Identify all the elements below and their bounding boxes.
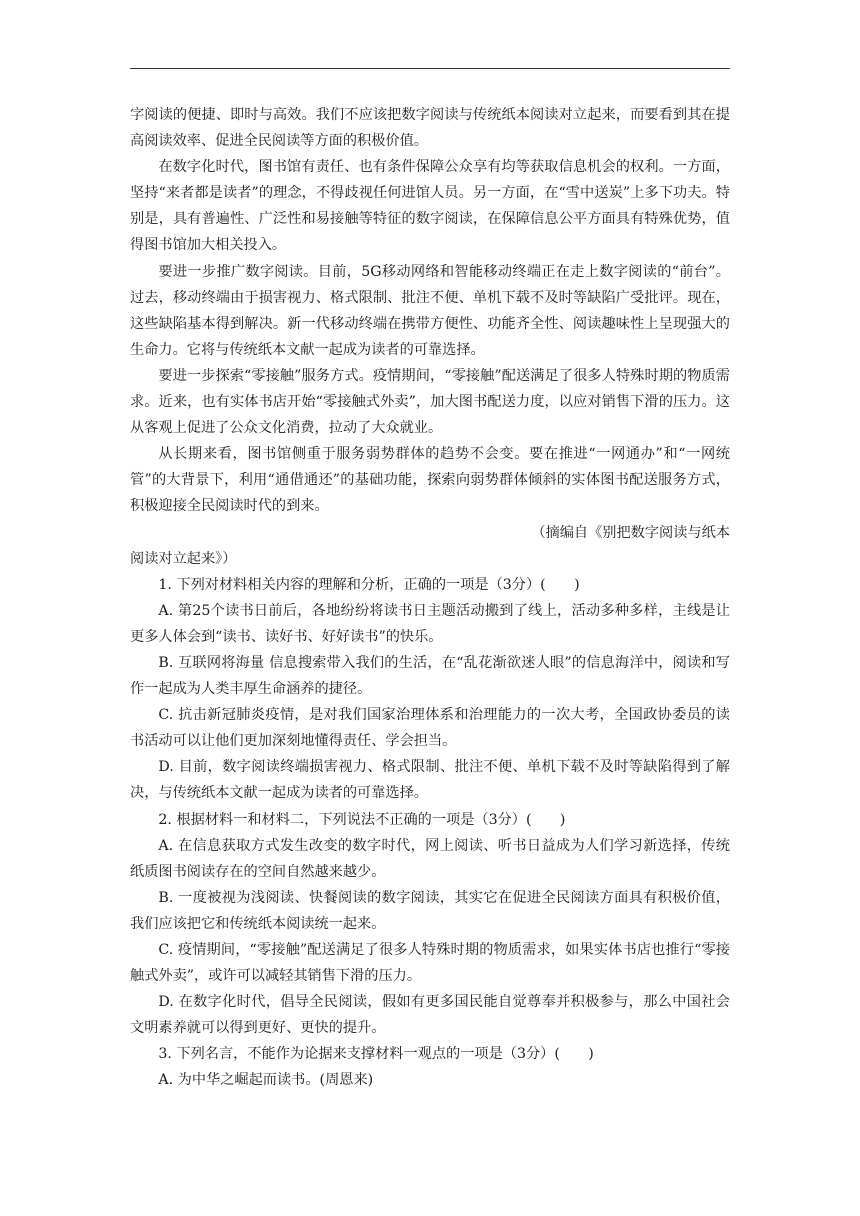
question-2-option-a: A. 在信息获取方式发生改变的数字时代，网上阅读、听书日益成为人们学习新选择，传统纸质图书阅读存在的空间自然越来越少。 xyxy=(130,837,730,880)
header-rule xyxy=(130,68,730,69)
question-3-stem: 3. 下列名言，不能作为论据来支撑材料一观点的一项是（3分）( ) xyxy=(158,1046,594,1063)
source-citation: （摘编自《别把数字阅读与纸本 xyxy=(531,524,730,541)
passage-paragraph: 要进一步推广数字阅读。目前，5G移动网络和智能移动终端正在走上数字阅读的“前台”。过去，移动终端由于损害视力、格式限制、批注不便、单机下载不及时等缺陷广受批评。现在，这些缺陷基本得到解决。新一代移动终端在携带方便性、功能齐全性、阅读趣味性上呈现强大的生命力。它将与传统纸本文献一起成为读者的可靠选择。 xyxy=(130,263,730,358)
passage-paragraph: 从长期来看，图书馆侧重于服务弱势群体的趋势不会变。要在推进“一网通办”和“一网统管”的大背景下，利用“通借通还”的基础功能，探索向弱势群体倾斜的实体图书配送服务方式，积极迎接全民阅读时代的到来。 xyxy=(130,446,730,515)
question-3-option-a: A. 为中华之崛起而读书。(周恩来) xyxy=(158,1072,374,1089)
question-2-option-b: B. 一度被视为浅阅读、快餐阅读的数字阅读，其实它在促进全民阅读方面具有积极价值，我们应该把它和传统纸本阅读统一起来。 xyxy=(130,889,730,932)
passage-paragraph: 字阅读的便捷、即时与高效。我们不应该把数字阅读与传统纸本阅读对立起来，而要看到其在提高阅读效率、促进全民阅读等方面的积极价值。 xyxy=(130,107,730,150)
question-1-option-c: C. 抗击新冠肺炎疫情，是对我们国家治理体系和治理能力的一次大考，全国政协委员的读书活动可以让他们更加深刻地懂得责任、学会担当。 xyxy=(130,707,730,750)
question-1-stem: 1. 下列对材料相关内容的理解和分析，正确的一项是（3分）( ) xyxy=(158,576,580,593)
source-citation-continued: 阅读对立起来》） xyxy=(130,550,237,567)
question-1-option-b: B. 互联网将海量 信息搜索带入我们的生活，在“乱花渐欲迷人眼”的信息海洋中，阅读和写作一起成为人类丰厚生命涵养的捷径。 xyxy=(130,654,730,698)
question-2-option-c: C. 疫情期间，“零接触”配送满足了很多人特殊时期的物质需求，如果实体书店也推行“零接触式外卖”，或许可以减轻其销售下滑的压力。 xyxy=(130,942,730,985)
document-body xyxy=(130,102,730,1094)
question-2-option-d: D. 在数字化时代，倡导全民阅读，假如有更多国民能自觉尊奉并积极参与，那么中国社会文明素养就可以得到更好、更快的提升。 xyxy=(130,994,730,1037)
question-1-option-d: D. 目前，数字阅读终端损害视力、格式限制、批注不便、单机下载不及时等缺陷得到了解决，与传统纸本文献一起成为读者的可靠选择。 xyxy=(130,759,730,802)
question-1-option-a: A. 第25个读书日前后，各地纷纷将读书日主题活动搬到了线上，活动多种多样，主线是让更多人体会到“读书、读好书、好好读书”的快乐。 xyxy=(130,602,730,645)
passage-paragraph: 在数字化时代，图书馆有责任、也有条件保障公众享有均等获取信息机会的权利。一方面，坚持“来者都是读者”的理念，不得歧视任何进馆人员。另一方面，在“雪中送炭”上多下功夫。特别是，具有普遍性、广泛性和易接触等特征的数字阅读，在保障信息公平方面具有特殊优势，值得图书馆加大相关投入。 xyxy=(130,159,730,254)
passage-paragraph: 要进一步探索“零接触”服务方式。疫情期间，“零接触”配送满足了很多人特殊时期的物质需求。近来，也有实体书店开始“零接触式外卖”，加大图书配送力度，以应对销售下滑的压力。这从客观上促进了公众文化消费，拉动了大众就业。 xyxy=(130,367,730,437)
question-2-stem: 2. 根据材料一和材料二，下列说法不正确的一项是（3分）( ) xyxy=(158,811,566,828)
